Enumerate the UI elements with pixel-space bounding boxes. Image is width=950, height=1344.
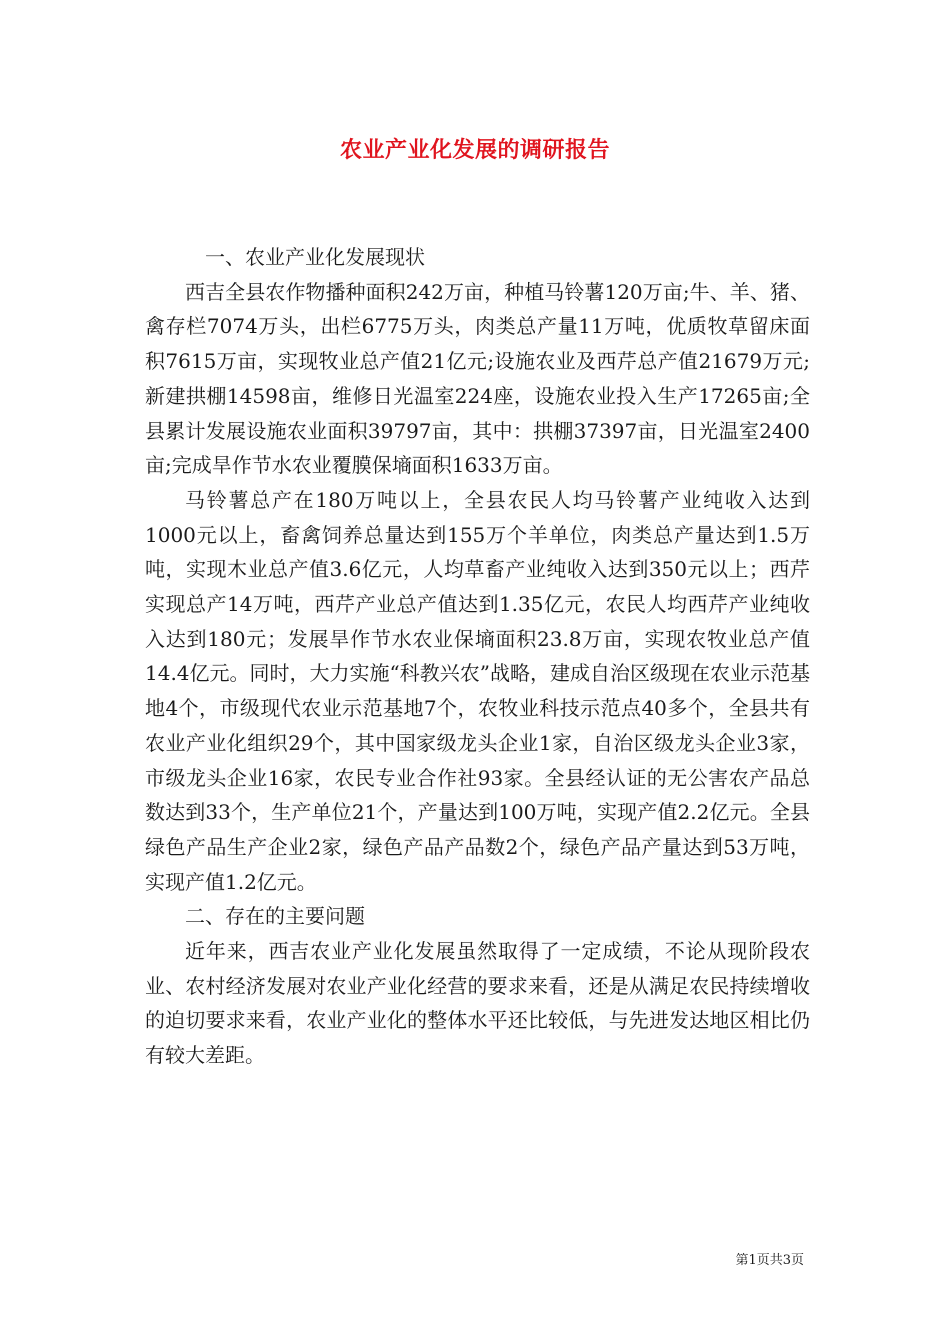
document-title: 农业产业化发展的调研报告	[339, 137, 610, 163]
page-number-footer: 第1页共3页	[735, 1253, 804, 1268]
paragraph: 马铃薯总产在180万吨以上，全县农民人均马铃薯产业纯收入达到1000元以上，畜禽饲养总量达到155万个羊单位，肉类总产量达到1.5万吨，实现木业总产值3.6亿元，人均草畜产业纯收入达到350元以上；西芹实现总产14万吨，西芹产业总产值达到1.35亿元，农民人均西芹产业纯收入达到180元；发展旱作节水农业保墒面积23.8万亩，实现农牧业总产值14.4亿元。同时，大力实施“科教兴农”战略，建成自治区级现在农业示范基地4个，市级现代农业示范基地7个，农牧业科技示范点40多个，全县共有农业产业化组织29个，其中国家级龙头企业1家，自治区级龙头企业3家，市级龙头企业16家，农民专业合作社93家。全县经认证的无公害农产品总数达到33个，生产单位21个，产量达到100万吨，实现产值2.2亿元。全县绿色产品生产企业2家，绿色产品产品数2个，绿色产品产量达到53万吨，实现产值1.2亿元。	[145, 487, 810, 894]
paragraph: 近年来，西吉农业产业化发展虽然取得了一定成绩，不论从现阶段农业、农村经济发展对农业产业化经营的要求来看，还是从满足农民持续增收的迫切要求来看，农业产业化的整体水平还比较低，与先进发达地区相比仍有较大差距。	[145, 939, 810, 1068]
section-heading: 二、存在的主要问题	[185, 904, 365, 929]
document-body	[145, 240, 810, 1073]
paragraph: 西吉全县农作物播种面积242万亩，种植马铃薯120万亩;牛、羊、猪、禽存栏7074万头，出栏6775万头，肉类总产量11万吨，优质牧草留床面积7615万亩，实现牧业总产值21亿元;设施农业及西芹总产值21679万元;新建拱棚14598亩，维修日光温室224座，设施农业投入生产17265亩;全县累计发展设施农业面积39797亩，其中：拱棚37397亩，日光温室2400亩;完成旱作节水农业覆膜保墒面积1633万亩。	[145, 279, 810, 478]
section-heading: 一、农业产业化发展现状	[205, 245, 425, 269]
